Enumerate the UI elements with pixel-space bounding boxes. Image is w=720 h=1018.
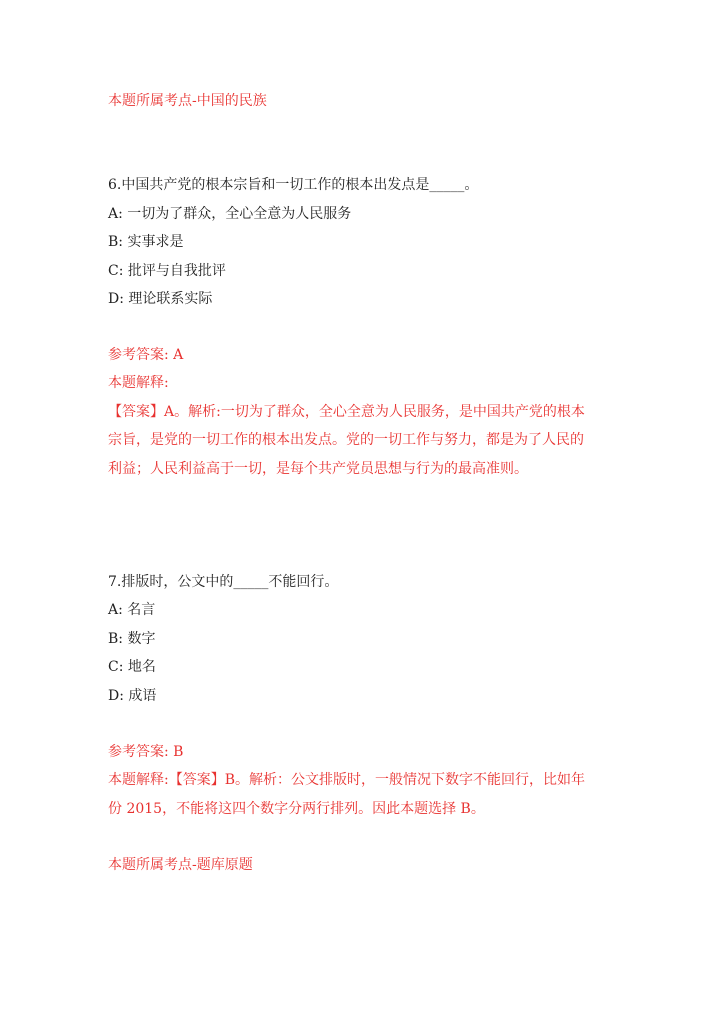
q6-option-b: B: 实事求是 bbox=[108, 234, 184, 250]
q6-option-c: C: 批评与自我批评 bbox=[108, 263, 226, 279]
q6-explanation-line-2: 宗旨，是党的一切工作的根本出发点。党的一切工作与努力，都是为了人民的 bbox=[108, 432, 584, 448]
q7-option-d: D: 成语 bbox=[108, 688, 157, 704]
q7-option-b: B: 数字 bbox=[108, 631, 156, 647]
q7-explanation-line-2: 份 2015，不能将这四个数字分两行排列。因此本题选择 B。 bbox=[108, 801, 485, 817]
q6-answer: 参考答案: A bbox=[108, 347, 184, 363]
q6-stem: 6.中国共产党的根本宗旨和一切工作的根本出发点是_____。 bbox=[108, 177, 479, 193]
q6-option-a: A: 一切为了群众，全心全意为人民服务 bbox=[108, 206, 352, 222]
q7-topic-label: 本题所属考点-题库原题 bbox=[108, 857, 253, 873]
q7-answer: 参考答案: B bbox=[108, 744, 184, 760]
top-topic-label: 本题所属考点-中国的民族 bbox=[108, 93, 267, 109]
q6-explanation-line-3: 利益；人民利益高于一切，是每个共产党员思想与行为的最高准则。 bbox=[108, 461, 528, 477]
q7-option-a: A: 名言 bbox=[108, 602, 156, 618]
q7-explanation-line-1: 本题解释:【答案】B。解析：公文排版时，一般情况下数字不能回行，比如年 bbox=[108, 772, 586, 788]
q6-explanation-line-1: 【答案】A。解析:一切为了群众，全心全意为人民服务，是中国共产党的根本 bbox=[108, 404, 585, 420]
q7-option-c: C: 地名 bbox=[108, 659, 156, 675]
q6-option-d: D: 理论联系实际 bbox=[108, 291, 213, 307]
q6-explanation-label: 本题解释: bbox=[108, 375, 169, 391]
q7-stem: 7.排版时，公文中的_____不能回行。 bbox=[108, 574, 339, 590]
